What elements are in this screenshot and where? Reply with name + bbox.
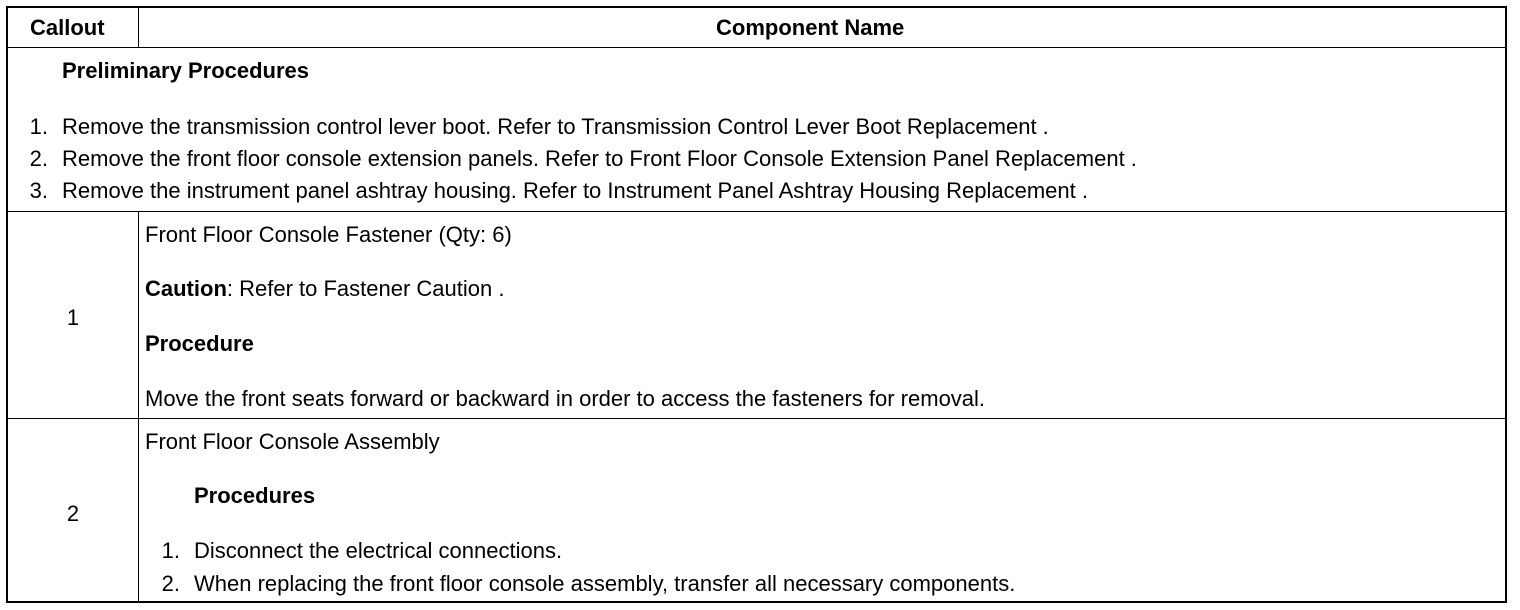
preliminary-step-number: 2. (29, 146, 48, 171)
caution-text: : Refer to Fastener Caution . (226, 276, 505, 301)
caution-label: Caution (145, 276, 227, 301)
header-callout: Callout (30, 15, 105, 40)
procedure-step-text: Disconnect the electrical connections. (194, 538, 563, 563)
callout-number: 2 (66, 501, 80, 526)
header-component-name: Component Name (716, 15, 905, 40)
caution-line (145, 277, 504, 301)
preliminary-step-text: Remove the front floor console extension panels. Refer to Front Floor Console Extension Panel Replacement . (62, 146, 1137, 171)
header-bottom-rule (8, 47, 1505, 48)
component-name: Front Floor Console Assembly (145, 429, 440, 454)
procedure-title: Procedure (145, 331, 254, 356)
procedure-step-number: 2. (161, 571, 180, 596)
row-1-bottom-rule (8, 418, 1505, 419)
procedure-title: Procedures (194, 483, 316, 508)
callout-number: 1 (66, 305, 80, 330)
procedure-step-number: 1. (161, 538, 180, 563)
procedure-text: Move the front seats forward or backward in order to access the fasteners for removal. (145, 386, 986, 411)
preliminary-bottom-rule (8, 211, 1505, 212)
header-divider (138, 8, 139, 47)
preliminary-step-text: Remove the instrument panel ashtray housing. Refer to Instrument Panel Ashtray Housing Replacement . (62, 178, 1088, 203)
procedure-step-text: When replacing the front floor console assembly, transfer all necessary components. (194, 571, 1016, 596)
component-name: Front Floor Console Fastener (Qty: 6) (145, 222, 512, 247)
preliminary-step-text: Remove the transmission control lever boot. Refer to Transmission Control Lever Boot Replacement . (62, 114, 1049, 139)
preliminary-step-number: 1. (29, 114, 48, 139)
preliminary-title: Preliminary Procedures (62, 58, 310, 83)
component-table (6, 6, 1507, 603)
preliminary-step-number: 3. (29, 178, 48, 203)
body-divider (138, 211, 139, 601)
